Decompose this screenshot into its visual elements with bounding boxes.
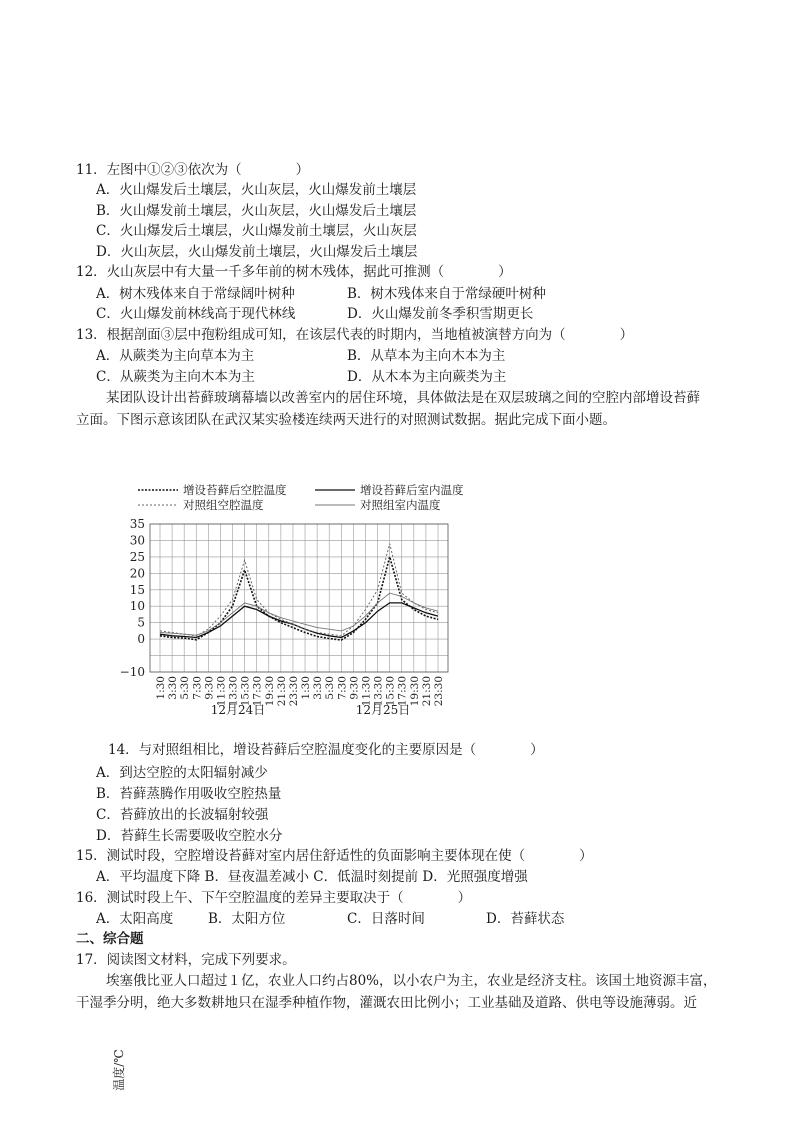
q15-stem: 15．测试时段，空腔增设苔藓对室内居住舒适性的负面影响主要体现在使（ ） [76,848,593,864]
legend-label: 增设苔藓后室内温度 [360,483,464,497]
x-tick-label: 3:30 [312,676,325,700]
q11-option-d: D．火山灰层，火山爆发前土壤层，火山爆发后土壤层 [96,244,418,260]
y-axis-label: 温度/℃ [112,1049,126,1091]
x-tick-label: 23:30 [433,676,445,707]
q16-option-d: D．苔藓状态 [486,911,565,927]
x-tick-label: 17:30 [396,676,409,707]
x-tick-label: 15:30 [239,676,252,707]
x-tick-label: 17:30 [251,676,264,707]
q14-option-c: C．苔藓放出的长波辐射较强 [96,807,269,823]
q11-option-c: C．火山爆发后土壤层，火山爆发前土壤层，火山灰层 [96,223,417,239]
q16-option-c: C．日落时间 [347,911,425,927]
x-tick-label: 21:30 [275,676,288,707]
x-tick-label: 7:30 [336,676,349,700]
q17-paragraph-line-2: 干湿季分明，绝大多数耕地只在湿季种植作物，灌溉农田比例小；工业基础及道路、供电等设施薄弱。近 [76,995,697,1011]
day-label-1: 12月24日 [210,703,266,717]
x-tick-label: 5:30 [324,676,337,700]
section-heading: 二、综合题 [76,931,144,947]
x-tick-label: 13:30 [372,676,385,707]
q12-option-b: B．树木残体来自于常绿硬叶树种 [347,286,546,302]
y-tick-label: 5 [137,615,145,630]
q11-stem: 11．左图中①②③依次为（ ） [76,162,310,178]
x-tick-label: 9:30 [203,676,216,700]
q11-option-a: A．火山爆发后土壤层，火山灰层，火山爆发前土壤层 [96,182,417,198]
x-tick-label: 3:30 [167,676,180,700]
day-label-2: 12月25日 [355,703,411,717]
y-tick-label: 35 [129,517,145,531]
x-tick-label: 11:30 [215,676,228,707]
x-tick-label: 5:30 [179,676,192,700]
y-tick-label: 0 [137,632,145,647]
x-tick-label: 13:30 [227,676,240,707]
q13-stem: 13．根据剖面③层中孢粉组成可知，在该层代表的时期内，当地植被演替方向为（ ） [76,327,634,343]
x-tick-label: 23:30 [287,676,300,707]
q13-option-a: A．从蕨类为主向草本为主 [96,348,255,364]
y-tick-label: 25 [129,549,145,564]
q16-stem: 16．测试时段上午、下午空腔温度的差异主要取决于（ ） [76,890,472,906]
y-tick-label: 20 [129,566,145,581]
q16-option-b: B．太阳方位 [208,911,286,927]
q16-option-a: A．太阳高度 [96,911,174,927]
x-tick-label: 9:30 [348,676,361,700]
q12-stem: 12．火山灰层中有大量一千多年前的树木残体，据此可推测（ ） [76,264,512,280]
x-axis [155,676,445,706]
x-tick-label: 21:30 [420,676,433,707]
q13-option-c: C．从蕨类为主向木本为主 [96,369,255,385]
chart-grid [150,524,448,672]
x-tick-label: 7:30 [191,676,204,700]
q13-option-d: D．从木本为主向蕨类为主 [347,369,507,385]
legend-label: 对照组室内温度 [360,498,441,512]
q14-option-b: B．苔藓蒸腾作用吸收空腔热量 [96,786,282,802]
q14-stem: 14．与对照组相比，增设苔藓后空腔温度变化的主要原因是（ ） [108,742,544,758]
y-tick-label: 30 [129,533,145,548]
q11-option-b: B．火山爆发前土壤层，火山灰层，火山爆发后土壤层 [96,203,417,219]
chart-legend [138,483,464,512]
chart-series [160,544,438,640]
y-tick-label: −10 [119,665,145,679]
q17-paragraph-line-1: 埃塞俄比亚人口超过１亿，农业人口约占80%，以小农户为主，农业是经济支柱。该国土地资源丰富， [106,973,717,989]
q14-option-d: D．苔藓生长需要吸收空腔水分 [96,828,283,844]
y-tick-label: 10 [129,599,145,614]
q12-option-c: C．火山爆发前林线高于现代林线 [96,306,296,322]
q12-option-d: D．火山爆发前冬季积雪期更长 [347,306,534,322]
x-tick-label: 1:30 [300,676,313,700]
legend-label: 增设苔藓后空腔温度 [183,483,287,497]
y-axis [120,517,145,679]
plot-frame [150,524,448,672]
q15-options: A．平均温度下降 B．昼夜温差减小 C．低温时刻提前 D．光照强度增强 [96,869,528,885]
intro-line-1: 某团队设计出苔藓玻璃幕墙以改善室内的居住环境，具体做法是在双层玻璃之间的空腔内部增设苔藓 [106,390,700,406]
y-tick-label: 15 [129,582,145,597]
series-line [160,603,438,638]
x-tick-label: 19:30 [263,676,276,707]
series-line [160,593,438,635]
q17-stem: 17．阅读图文材料，完成下列要求。 [76,952,296,968]
legend-label: 对照组空腔温度 [183,498,264,512]
q13-option-b: B．从草本为主向木本为主 [347,348,506,364]
x-tick-label: 15:30 [384,676,397,707]
x-tick-label: 19:30 [408,676,421,707]
q14-option-a: A．到达空腔的太阳辐射减少 [96,765,268,781]
x-tick-label: 11:30 [360,676,373,707]
intro-line-2: 立面。下图示意该团队在武汉某实验楼连续两天进行的对照测试数据。据此完成下面小题。 [76,412,616,428]
q12-option-a: A．树木残体来自于常绿阔叶树种 [96,286,295,302]
x-tick-label: 1:30 [155,676,167,700]
series-line [160,557,438,640]
